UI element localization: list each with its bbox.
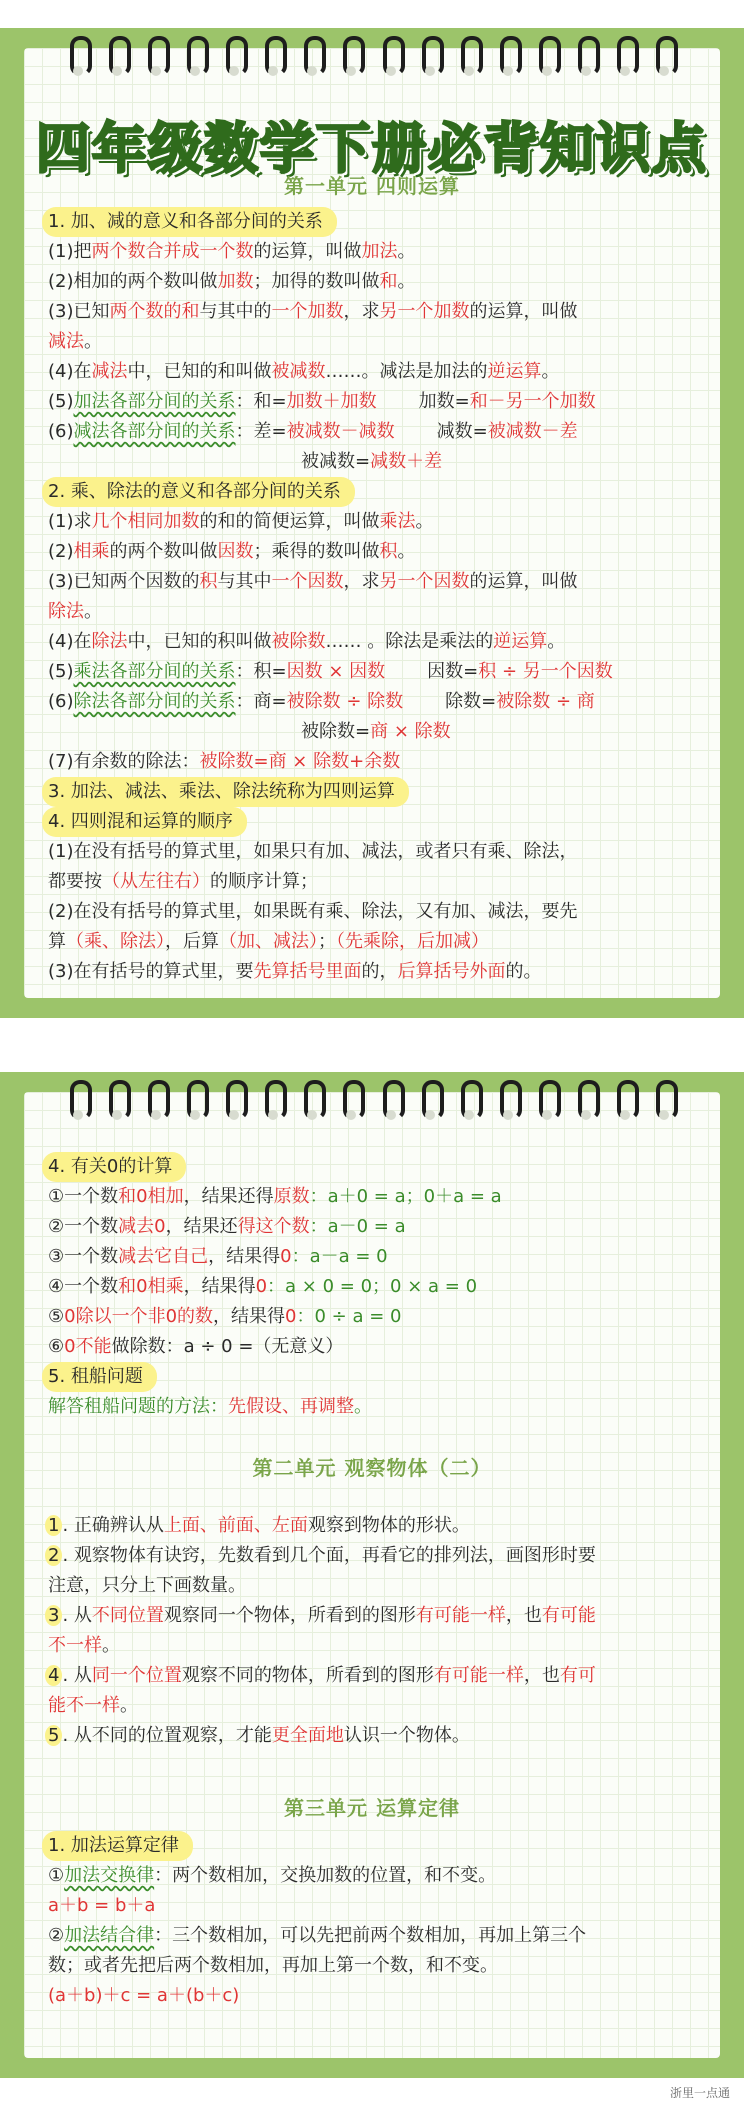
text-line: (1)求几个相同加数的和的简便运算，叫做乘法。 [48, 511, 434, 532]
text-line: (2)相乘的两个数叫做因数；乘得的数叫做积。 [48, 541, 416, 562]
unit2-section [48, 1452, 696, 1751]
text-line: ②一个数减去0，结果还得这个数：a－0 = a [48, 1216, 406, 1237]
unit3-section [48, 1792, 696, 2011]
section-heading: 4. 有关0的计算 [42, 1152, 186, 1182]
formula: a＋b = b＋a [48, 1895, 156, 1916]
text-line: (4)在减法中，已知的和叫做被减数……。减法是加法的逆运算。 [48, 361, 560, 382]
text-line: ①一个数和0相加，结果还得原数：a＋0 = a；0＋a = a [48, 1186, 502, 1207]
ring-icon [224, 1080, 246, 1122]
ring-icon [576, 1080, 598, 1122]
text-line: 不一样。 [48, 1635, 120, 1656]
section-heading: 2. 乘、除法的意义和各部分间的关系 [42, 477, 355, 507]
text-line: (3)在有括号的算式里，要先算括号里面的，后算括号外面的。 [48, 961, 542, 982]
text-line: 能不一样。 [48, 1695, 138, 1716]
list-item: 5 . 从不同的位置观察，才能更全面地认识一个物体。 [48, 1721, 696, 1751]
ring-icon [498, 36, 520, 78]
section-heading: 5. 租船问题 [42, 1362, 157, 1392]
ring-icon [68, 36, 90, 78]
text-line: 都要按（从左往右）的顺序计算； [48, 871, 318, 892]
text-line: (2)相加的两个数叫做加数；加得的数叫做和。 [48, 271, 416, 292]
text-line: (6)减法各部分间的关系：差=被减数－减数 减数=被减数－差 [48, 421, 578, 442]
ring-icon [654, 1080, 676, 1122]
ring-icon [537, 36, 559, 78]
ring-icon [459, 1080, 481, 1122]
unit1-section [48, 170, 696, 987]
unit1-title: 第一单元 四则运算 [284, 174, 460, 198]
ring-icon [576, 36, 598, 78]
list-item: 3 . 从不同位置观察同一个物体，所看到的图形有可能一样，也有可能 [48, 1601, 696, 1631]
zero-calc-section [48, 1152, 696, 1422]
notebook-card-1 [0, 28, 744, 1018]
list-item: 1 . 正确辨认从上面、前面、左面观察到物体的形状。 [48, 1511, 696, 1541]
text-line: ⑤0除以一个非0的数，结果得0：0 ÷ a = 0 [48, 1306, 402, 1327]
text-line: 注意，只分上下画数量。 [48, 1575, 246, 1596]
text-line: (7)有余数的除法：被除数=商 × 除数+余数 [48, 751, 401, 772]
ring-icon [381, 36, 403, 78]
ring-icon [615, 1080, 637, 1122]
section-heading: 1. 加法运算定律 [42, 1831, 193, 1861]
text-line: 算（乘、除法），后算（加、减法）；（先乘除，后加减） [48, 931, 489, 952]
ring-icon [302, 1080, 324, 1122]
ring-icon [68, 1080, 90, 1122]
list-item: 2 . 观察物体有诀窍，先数看到几个面，再看它的排列法，画图形时要 [48, 1541, 696, 1571]
ring-icon [224, 36, 246, 78]
list-item: 4 . 从同一个位置观察不同的物体，所看到的图形有可能一样，也有可 [48, 1661, 696, 1691]
watermark: 浙里一点通 [669, 2086, 730, 2100]
text-line: ⑥0不能做除数：a ÷ 0 =（无意义） [48, 1336, 344, 1357]
ring-icon [107, 36, 129, 78]
binder-rings [68, 36, 676, 86]
text-line: 被减数=减数＋差 [301, 451, 443, 472]
text-line: (1)在没有括号的算式里，如果只有加、减法，或者只有乘、除法， [48, 841, 578, 862]
ring-icon [420, 1080, 442, 1122]
ring-icon [654, 36, 676, 78]
text-line: (2)在没有括号的算式里，如果既有乘、除法，又有加、减法，要先 [48, 901, 578, 922]
grid-paper [24, 48, 720, 998]
ring-icon [146, 36, 168, 78]
text-line: (1)把两个数合并成一个数的运算，叫做加法。 [48, 241, 416, 262]
section-heading: 3. 加法、减法、乘法、除法统称为四则运算 [42, 777, 409, 807]
text-line: 减法。 [48, 331, 102, 352]
ring-icon [263, 1080, 285, 1122]
unit3-title: 第三单元 运算定律 [284, 1796, 460, 1820]
ring-icon [615, 36, 637, 78]
grid-paper [24, 1092, 720, 2058]
ring-icon [146, 1080, 168, 1122]
text-line: 除法。 [48, 601, 102, 622]
ring-icon [537, 1080, 559, 1122]
text-line: ②加法结合律：三个数相加，可以先把前两个数相加，再加上第三个 [48, 1925, 587, 1946]
ring-icon [381, 1080, 403, 1122]
notebook-card-2 [0, 1072, 744, 2078]
ring-icon [420, 36, 442, 78]
ring-icon [341, 36, 363, 78]
text-line: (5)乘法各部分间的关系：积=因数 × 因数 因数=积 ÷ 另一个因数 [48, 661, 613, 682]
ring-icon [185, 36, 207, 78]
page-title: 四年级数学下册必背知识点 [36, 117, 708, 180]
text-line: ①加法交换律：两个数相加，交换加数的位置，和不变。 [48, 1865, 497, 1886]
unit2-title: 第二单元 观察物体（二） [252, 1456, 492, 1480]
section-heading: 1. 加、减的意义和各部分间的关系 [42, 207, 337, 237]
text-line: ③一个数减去它自己，结果得0：a－a = 0 [48, 1246, 388, 1267]
ring-icon [185, 1080, 207, 1122]
text-line: 解答租船问题的方法：先假设、再调整。 [48, 1396, 372, 1417]
binder-rings [68, 1080, 676, 1130]
ring-icon [107, 1080, 129, 1122]
text-line: (3)已知两个数的和与其中的一个加数，求另一个加数的运算，叫做 [48, 301, 578, 322]
formula: (a＋b)＋c = a＋(b＋c) [48, 1985, 240, 2006]
text-line: ④一个数和0相乘，结果得0：a × 0 = 0；0 × a = 0 [48, 1276, 478, 1297]
ring-icon [459, 36, 481, 78]
ring-icon [341, 1080, 363, 1122]
text-line: 被除数=商 × 除数 [301, 721, 451, 742]
ring-icon [498, 1080, 520, 1122]
text-line: (5)加法各部分间的关系：和=加数＋加数 加数=和－另一个加数 [48, 391, 596, 412]
ring-icon [263, 36, 285, 78]
section-heading: 4. 四则混和运算的顺序 [42, 807, 247, 837]
text-line: (6)除法各部分间的关系：商=被除数 ÷ 除数 除数=被除数 ÷ 商 [48, 691, 595, 712]
ring-icon [302, 36, 324, 78]
text-line: (3)已知两个因数的积与其中一个因数，求另一个因数的运算，叫做 [48, 571, 578, 592]
text-line: 数；或者先把后两个数相加，再加上第一个数，和不变。 [48, 1955, 498, 1976]
text-line: (4)在除法中，已知的积叫做被除数…… 。除法是乘法的逆运算。 [48, 631, 566, 652]
